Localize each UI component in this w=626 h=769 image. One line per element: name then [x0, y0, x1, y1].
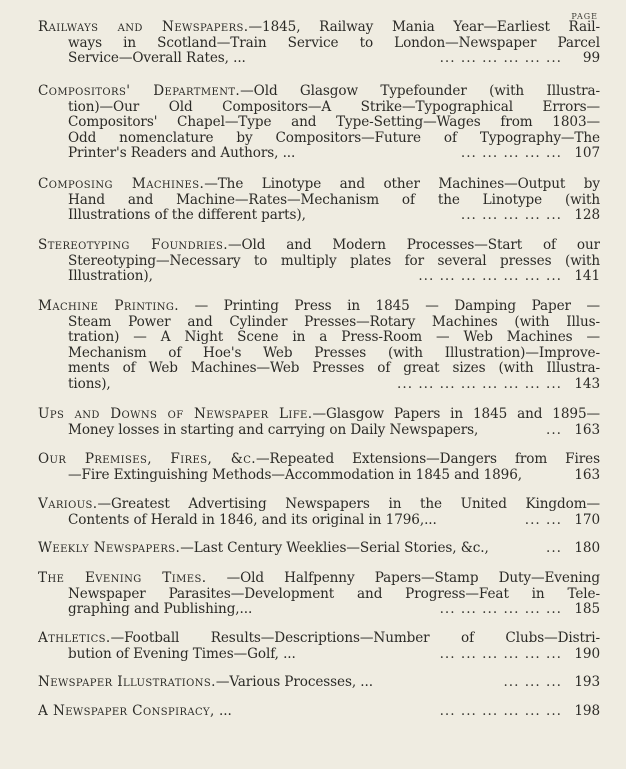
- entry-text: —Football Results—Descriptions—Number of Clubs—Distri-: [110, 631, 600, 646]
- entry-text: Contents of Herald in 1846, and its original in 1796,...: [68, 512, 437, 528]
- entry-line: [38, 571, 600, 587]
- dot-leader: ... ... ... ... ... ... ...: [418, 269, 562, 284]
- page-number: 143: [574, 375, 600, 392]
- entry-line: [38, 146, 600, 162]
- entry-text: —Glasgow Papers in 1845 and 1895—: [312, 407, 600, 422]
- entry-text: tions),: [68, 376, 111, 392]
- entry-line: [38, 315, 600, 331]
- entry-line: [38, 704, 600, 720]
- toc-entry: [38, 407, 600, 438]
- dot-leader: ... ... ... ... ... ...: [439, 704, 562, 719]
- entry-line: [38, 269, 600, 285]
- entry-line: [38, 254, 600, 270]
- dot-leader: ... ...: [524, 512, 562, 528]
- toc-entry: [38, 675, 600, 691]
- entry-line: [38, 587, 600, 603]
- entry-line: [38, 377, 600, 393]
- page-number: 107: [574, 145, 600, 161]
- entry-text: Printer's Readers and Authors, ...: [68, 146, 296, 161]
- page-number: 128: [574, 207, 600, 223]
- page-number: 193: [574, 674, 600, 690]
- entry-text: —Various Processes, ...: [215, 675, 373, 690]
- entry-title: Railways and Newspapers.: [38, 20, 249, 35]
- entry-text: bution of Evening Times—Golf, ...: [68, 646, 296, 662]
- entry-text: Steam Power and Cylinder Presses—Rotary Machines (with Illus-: [68, 314, 600, 330]
- entry-line: [38, 238, 600, 254]
- entry-text: Hand and Machine—Rates—Mechanism of the Linotype (with: [68, 192, 600, 208]
- toc-entry: [38, 497, 600, 528]
- entry-line: [38, 361, 600, 377]
- entry-line: [38, 423, 600, 439]
- page-number: 99: [582, 50, 600, 66]
- entry-text: Mechanism of Hoe's Web Presses (with Illustration)—Improve-: [68, 345, 600, 361]
- toc-entry: [38, 571, 600, 618]
- entry-line: [38, 36, 600, 52]
- entry-line: [38, 51, 600, 67]
- page-number: 185: [574, 601, 600, 617]
- entry-text: —Fire Extinguishing Methods—Accommodation in 1845 and 1896,: [68, 467, 522, 483]
- entry-text: tration) — A Night Scene in a Press-Room — Web Machines —: [68, 330, 600, 345]
- toc-entry: [38, 452, 600, 483]
- entry-line: [38, 84, 600, 100]
- entry-title: Various.: [38, 497, 98, 512]
- entry-line: [38, 647, 600, 663]
- entry-text: Compositors' Chapel—Type and Type-Setting—Wages from 1803—: [68, 115, 600, 130]
- entry-line: [38, 468, 600, 484]
- entry-text: ways in Scotland—Train Service to London—Newspaper Parcel: [68, 35, 600, 51]
- dot-leader: ...: [546, 422, 562, 438]
- entry-text: Newspaper Parasites—Development and Progress—Feat in Tele-: [68, 586, 600, 602]
- entry-text: Stereotyping—Necessary to multiply plates for several presses (with: [68, 253, 600, 269]
- entry-title: Weekly Newspapers.: [38, 541, 181, 556]
- entry-line: [38, 602, 600, 618]
- entry-line: [38, 193, 600, 209]
- entry-text: ...: [214, 704, 232, 719]
- entry-line: [38, 208, 600, 224]
- entry-text: —Old and Modern Processes—Start of our: [227, 238, 600, 253]
- entry-line: [38, 497, 600, 513]
- entry-line: [38, 346, 600, 362]
- entry-title: Ups and Downs of Newspaper Life.: [38, 407, 313, 422]
- toc-entry: [38, 299, 600, 392]
- toc-entry: [38, 84, 600, 162]
- page-number: 180: [574, 540, 600, 556]
- entry-text: —Last Century Weeklies—Serial Stories, &c.,: [180, 541, 489, 556]
- entry-title: Athletics.: [38, 631, 111, 646]
- dot-leader: ... ... ... ... ... ... ... ...: [397, 376, 562, 392]
- entry-text: —Old Glasgow Typefounder (with Illustra-: [240, 84, 600, 99]
- entry-text: graphing and Publishing,...: [68, 602, 253, 617]
- entry-line: [38, 299, 600, 315]
- toc-entry: [38, 541, 600, 557]
- dot-leader: ...: [546, 541, 562, 556]
- entry-line: [38, 452, 600, 468]
- entry-text: —Old Halfpenny Papers—Stamp Duty—Evening: [206, 571, 600, 586]
- entry-title: Machine Printing.: [38, 299, 180, 314]
- entry-text: ments of Web Machines—Web Presses of great sizes (with Illustra-: [68, 361, 600, 376]
- entry-title: Composing Machines.: [38, 177, 205, 192]
- entry-line: [38, 513, 600, 529]
- entry-title: The Evening Times.: [38, 571, 207, 586]
- entry-line: [38, 131, 600, 147]
- dot-leader: ... ... ... ... ...: [460, 208, 562, 223]
- entry-text: —Greatest Advertising Newspapers in the United Kingdom—: [97, 497, 600, 512]
- entry-line: [38, 330, 600, 346]
- entry-text: Illustration),: [68, 269, 153, 284]
- entry-line: [38, 177, 600, 193]
- toc-entry: [38, 177, 600, 224]
- page-number: 163: [574, 466, 600, 483]
- entry-line: [38, 407, 600, 423]
- toc-entry: [38, 238, 600, 285]
- dot-leader: ... ... ... ... ... ...: [439, 602, 562, 617]
- page-number: 163: [574, 421, 600, 438]
- page-column-label: PAGE: [571, 12, 598, 21]
- toc-entry: [38, 704, 600, 720]
- dot-leader: ... ... ... ... ...: [460, 146, 562, 161]
- entry-text: Illustrations of the different parts),: [68, 208, 306, 223]
- entry-title: Our Premises, Fires, &c.: [38, 452, 257, 467]
- entry-text: —Repeated Extensions—Dangers from Fires: [256, 452, 600, 467]
- toc-entry: [38, 20, 600, 67]
- dot-leader: ... ... ... ... ... ...: [439, 646, 562, 662]
- dot-leader: ... ... ...: [503, 675, 562, 690]
- entry-line: [38, 100, 600, 116]
- entry-title: Stereotyping Foundries.: [38, 238, 228, 253]
- entry-text: —1845, Railway Mania Year—Earliest Rail-: [248, 20, 600, 35]
- dot-leader: ... ... ... ... ... ...: [439, 51, 562, 66]
- entry-title: Compositors' Department.: [38, 84, 241, 99]
- entry-text: Money losses in starting and carrying on Daily Newspapers,: [68, 422, 479, 438]
- entry-line: [38, 675, 600, 691]
- page-number: 170: [574, 511, 600, 528]
- entry-text: Odd nomenclature by Compositors—Future of Typography—The: [68, 130, 600, 146]
- entry-title: Newspaper Illustrations.: [38, 675, 216, 690]
- page-number: 198: [574, 703, 600, 719]
- entry-title: A Newspaper Conspiracy,: [38, 704, 215, 719]
- entry-line: [38, 115, 600, 131]
- page-number: 141: [574, 268, 600, 284]
- entry-text: —The Linotype and other Machines—Output by: [204, 177, 600, 192]
- page-number: 190: [574, 645, 600, 662]
- entry-text: — Printing Press in 1845 — Damping Paper —: [179, 299, 600, 314]
- entry-text: Service—Overall Rates, ...: [68, 51, 246, 66]
- entry-text: tion)—Our Old Compositors—A Strike—Typographical Errors—: [68, 99, 600, 115]
- entry-line: [38, 541, 600, 557]
- entry-line: [38, 631, 600, 647]
- entry-line: [38, 20, 600, 36]
- toc-entry: [38, 631, 600, 662]
